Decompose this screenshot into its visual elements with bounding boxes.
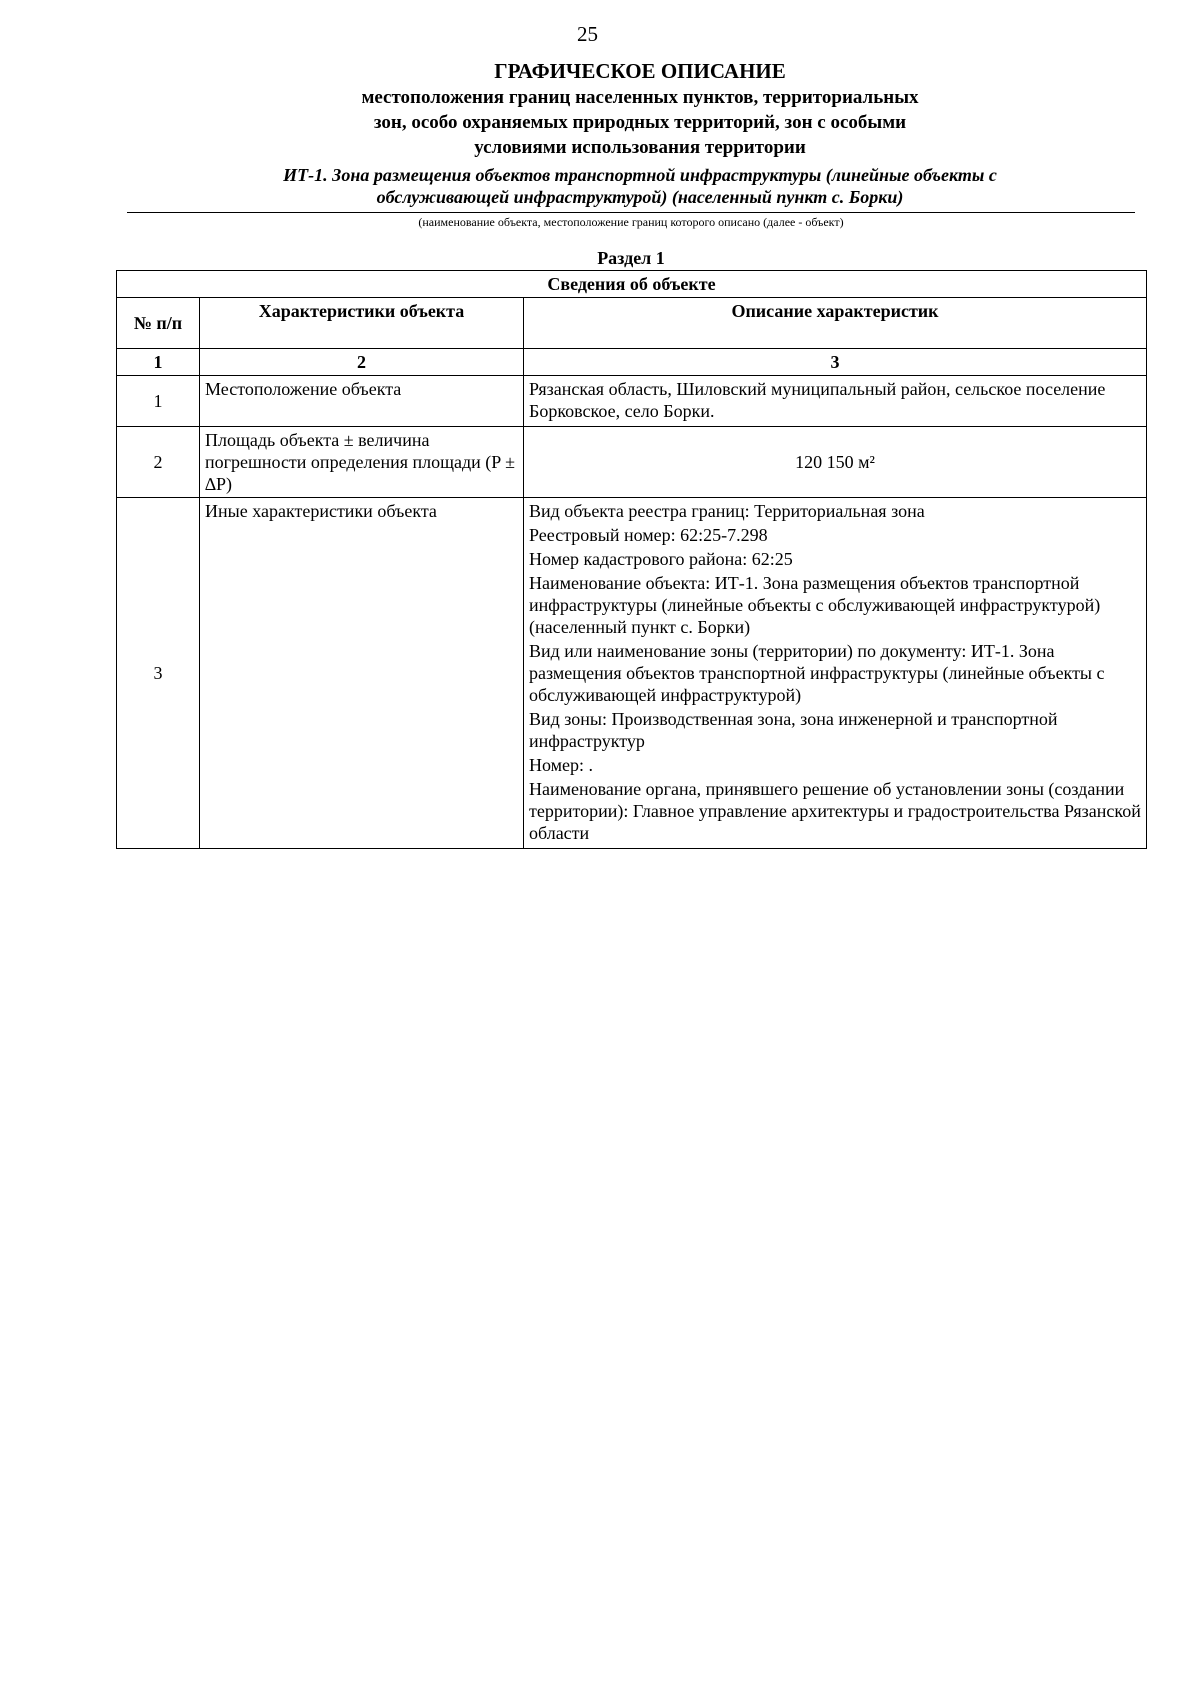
column-header-description: Описание характеристик — [524, 298, 1147, 349]
row-description — [524, 427, 1147, 498]
description-line: Номер: . — [529, 755, 594, 775]
column-header-number: № п/п — [117, 298, 200, 349]
document-title: ГРАФИЧЕСКОЕ ОПИСАНИЕ — [494, 59, 786, 83]
table-row — [117, 498, 1147, 849]
description-line: Номер кадастрового района: 62:25 — [529, 549, 793, 569]
row-number: 1 — [117, 376, 200, 427]
description-line: Реестровый номер: 62:25-7.298 — [529, 525, 768, 545]
table-row — [117, 427, 1147, 498]
description-line: Наименование объекта: ИТ-1. Зона размещения объектов транспортной инфраструктуры (линейные объекты с обслуживающей инфраструктурой) (населенный пункт с. Борки) — [529, 573, 1101, 637]
table-row — [117, 376, 1147, 427]
document-subtitle-line-2: зон, особо охраняемых природных территорий, зон с особыми — [373, 112, 907, 133]
object-name-underline — [127, 212, 1135, 213]
row-description — [524, 498, 1147, 849]
object-name-line-1: ИТ-1. Зона размещения объектов транспортной инфраструктуры (линейные объекты с — [283, 165, 997, 185]
area-value: 120 150 м² — [795, 452, 875, 472]
document-header — [120, 58, 1160, 208]
table-caption: Сведения об объекте — [117, 271, 1147, 298]
description-line: Вид или наименование зоны (территории) по документу: ИТ-1. Зона размещения объектов транспортной инфраструктуры (линейные объекты с обслуживающей инфраструктурой) — [529, 641, 1105, 705]
document-subtitle-line-1: местоположения границ населенных пунктов, территориальных — [361, 87, 919, 108]
object-name-caption: (наименование объекта, местоположение границ которого описано (далее - объект) — [418, 215, 844, 229]
page-number: 25 — [577, 22, 598, 46]
column-number-3: 3 — [524, 349, 1147, 376]
object-name — [120, 164, 1160, 208]
row-characteristic: Иные характеристики объекта — [200, 498, 524, 849]
description-line: Вид объекта реестра границ: Территориальная зона — [529, 501, 925, 521]
row-number: 3 — [117, 498, 200, 849]
column-number-1: 1 — [117, 349, 200, 376]
description-line: Рязанская область, Шиловский муниципальный район, сельское поселение Борковское, село Борки. — [529, 379, 1106, 421]
column-number-2: 2 — [200, 349, 524, 376]
object-name-line-2: обслуживающей инфраструктурой) (населенный пункт с. Борки) — [376, 187, 904, 207]
row-characteristic: Площадь объекта ± величина погрешности определения площади (P ± ∆P) — [200, 427, 524, 498]
row-number: 2 — [117, 427, 200, 498]
column-header-characteristic: Характеристики объекта — [200, 298, 524, 349]
object-info-table — [116, 270, 1147, 849]
row-description — [524, 376, 1147, 427]
document-subtitle-line-3: условиями использования территории — [474, 137, 806, 158]
row-characteristic: Местоположение объекта — [200, 376, 524, 427]
description-line: Наименование органа, принявшего решение об установлении зоны (создании территории): Главное управление архитектуры и градостроительства Рязанской области — [529, 779, 1141, 843]
section-title: Раздел 1 — [597, 248, 665, 268]
description-line: Вид зоны: Производственная зона, зона инженерной и транспортной инфраструктур — [529, 709, 1058, 751]
